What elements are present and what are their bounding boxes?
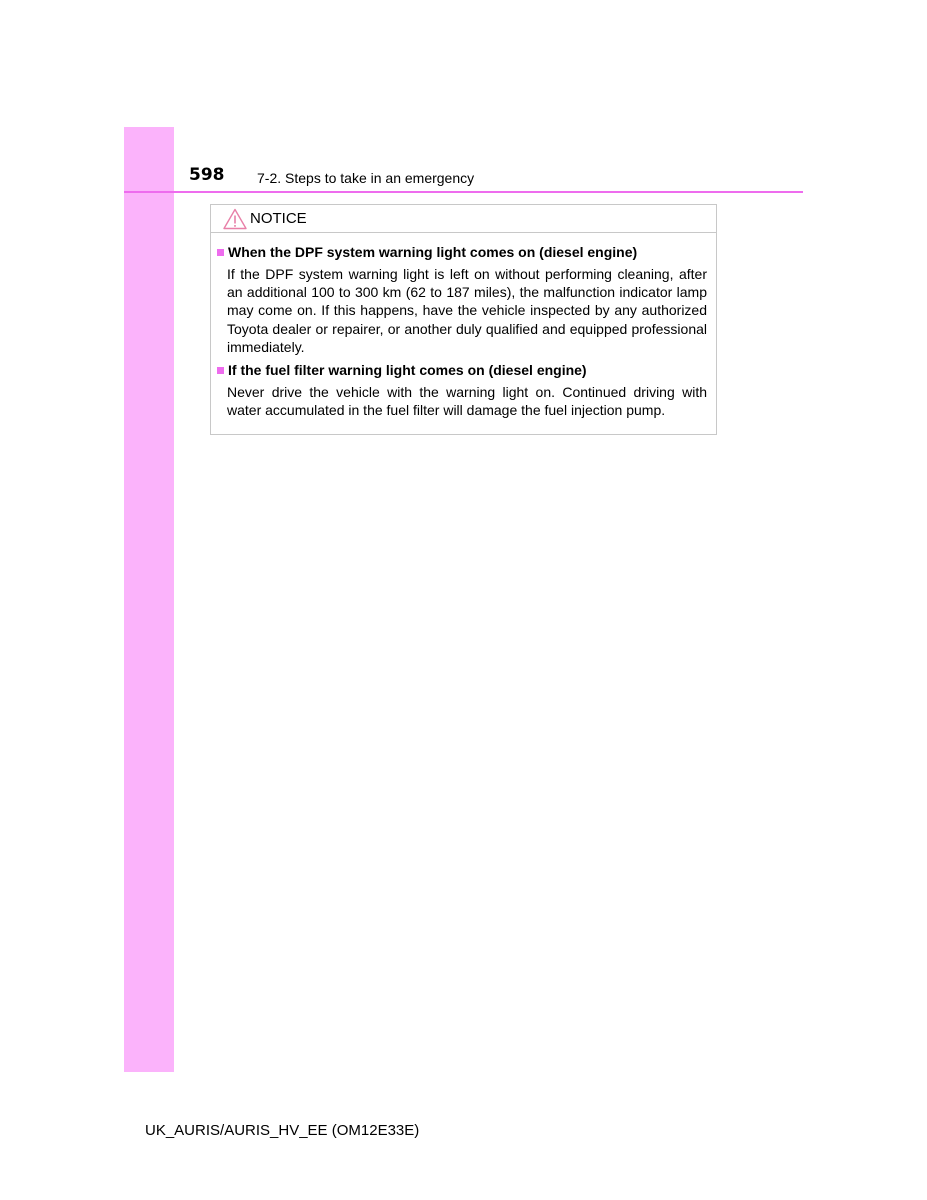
chapter-side-tab <box>124 127 174 1072</box>
notice-label: NOTICE <box>250 210 307 227</box>
heading-text: If the fuel filter warning light comes on (diesel engine) <box>228 362 587 378</box>
warning-triangle-icon <box>223 208 247 230</box>
square-bullet-icon <box>217 249 224 256</box>
notice-item-body: If the DPF system warning light is left on without performing cleaning, after an additional 100 to 300 km (62 to 187 miles), the malfunction indicator lamp may come on. If this happens, have the vehicle inspected by any authorized Toyota dealer or repairer, or another duly qualified and equipped professional immediately. <box>227 266 707 355</box>
notice-box <box>210 204 717 435</box>
section-title: 7-2. Steps to take in an emergency <box>257 170 475 186</box>
square-bullet-icon <box>217 367 224 374</box>
document-code-footer: UK_AURIS/AURIS_HV_EE (OM12E33E) <box>145 1122 420 1139</box>
heading-text: When the DPF system warning light comes on (diesel engine) <box>228 244 638 260</box>
page-number: 598 <box>189 165 225 185</box>
notice-item-heading <box>217 362 587 378</box>
notice-item-heading <box>217 244 637 260</box>
header-divider <box>124 191 803 193</box>
notice-item-body: Never drive the vehicle with the warning light on. Continued driving with water accumulated in the fuel filter will damage the fuel injection pump. <box>227 384 707 419</box>
notice-header <box>211 205 716 233</box>
